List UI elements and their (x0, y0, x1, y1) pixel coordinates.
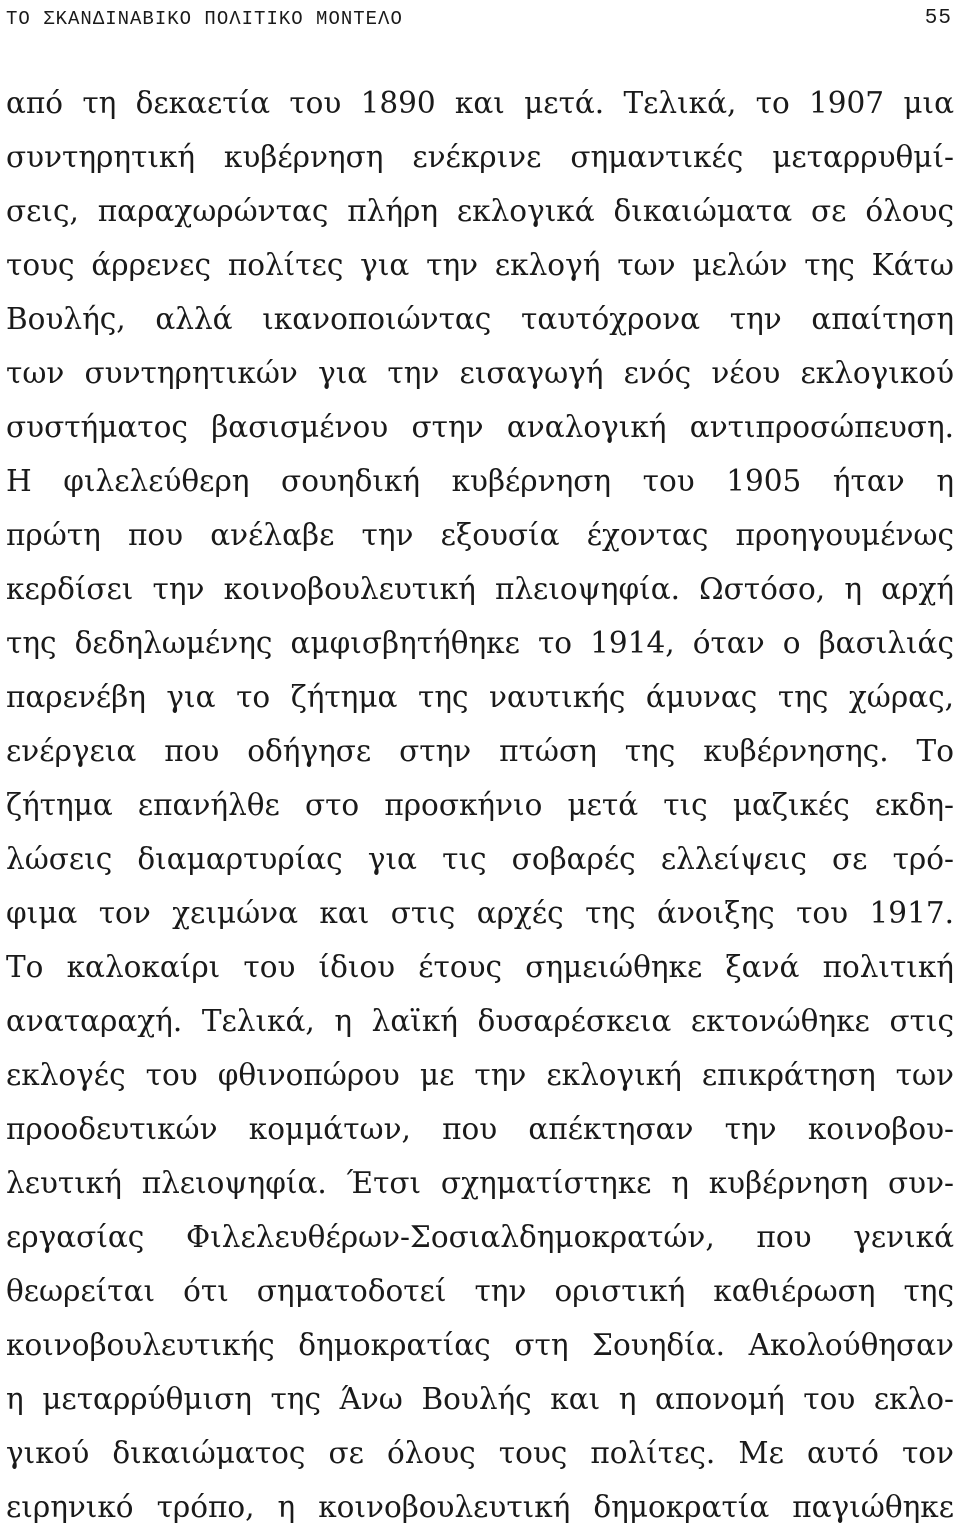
text-line: παρενέβη για το ζήτημα της ναυτικής άμυνας της χώρας, (6, 680, 954, 714)
text-line: τους άρρενες πολίτες για την εκλογή των μελών της Κάτω (6, 248, 954, 282)
text-line: Βουλής, αλλά ικανοποιώντας ταυτόχρονα την απαίτηση (6, 302, 954, 336)
text-line: προοδευτικών κομμάτων, που απέκτησαν την κοινοβου- (6, 1112, 954, 1146)
text-line: των συντηρητικών για την εισαγωγή ενός νέου εκλογικού (6, 356, 954, 390)
text-line: από τη δεκαετία του 1890 και μετά. Τελικά, το 1907 μια (6, 86, 954, 120)
text-line: λευτική πλειοψηφία. Έτσι σχηματίστηκε η κυβέρνηση συν- (6, 1166, 954, 1200)
text-line: της δεδηλωμένης αμφισβητήθηκε το 1914, όταν ο βασιλιάς (6, 626, 954, 660)
page-number: 55 (924, 7, 952, 30)
text-line: Η φιλελεύθερη σουηδική κυβέρνηση του 1905 ήταν η (6, 464, 954, 498)
text-line: κοινοβουλευτικής δημοκρατίας στη Σουηδία. Ακολούθησαν (6, 1328, 954, 1362)
text-line: ειρηνικό τρόπο, η κοινοβουλευτική δημοκρατία παγιώθηκε (6, 1490, 954, 1524)
text-line: εκλογές του φθινοπώρου με την εκλογική επικράτηση των (6, 1058, 954, 1092)
text-line: θεωρείται ότι σηματοδοτεί την οριστική καθιέρωση της (6, 1274, 954, 1308)
text-line: αναταραχή. Τελικά, η λαϊκή δυσαρέσκεια εκτονώθηκε στις (6, 1004, 954, 1038)
body-text (6, 76, 954, 1534)
text-line: κερδίσει την κοινοβουλευτική πλειοψηφία. Ωστόσο, η αρχή (6, 572, 954, 606)
running-head (6, 4, 954, 34)
text-line: συντηρητική κυβέρνηση ενέκρινε σημαντικές μεταρρυθμί- (6, 140, 954, 174)
text-line: ζήτημα επανήλθε στο προσκήνιο μετά τις μαζικές εκδη- (6, 788, 954, 822)
text-line: συστήματος βασισμένου στην αναλογική αντιπροσώπευση. (6, 410, 954, 444)
text-line: Το καλοκαίρι του ίδιου έτους σημειώθηκε ξανά πολιτική (6, 950, 954, 984)
text-line: η μεταρρύθμιση της Άνω Βουλής και η απονομή του εκλο- (6, 1382, 954, 1416)
text-line: λώσεις διαμαρτυρίας για τις σοβαρές ελλείψεις σε τρό- (6, 842, 954, 876)
text-line: φιμα τον χειμώνα και στις αρχές της άνοιξης του 1917. (6, 896, 954, 930)
text-line: εργασίας Φιλελευθέρων-Σοσιαλδημοκρατών, που γενικά (6, 1220, 954, 1254)
running-title: ΤΟ ΣΚΑΝΔΙΝΑΒΙΚΟ ΠΟΛΙΤΙΚΟ ΜΟΝΤΕΛΟ (6, 8, 403, 30)
text-line: ενέργεια που οδήγησε στην πτώση της κυβέρνησης. Το (6, 734, 954, 768)
text-line: σεις, παραχωρώντας πλήρη εκλογικά δικαιώματα σε όλους (6, 194, 954, 228)
text-line: πρώτη που ανέλαβε την εξουσία έχοντας προηγουμένως (6, 518, 954, 552)
text-line: γικού δικαιώματος σε όλους τους πολίτες. Με αυτό τον (6, 1436, 954, 1470)
